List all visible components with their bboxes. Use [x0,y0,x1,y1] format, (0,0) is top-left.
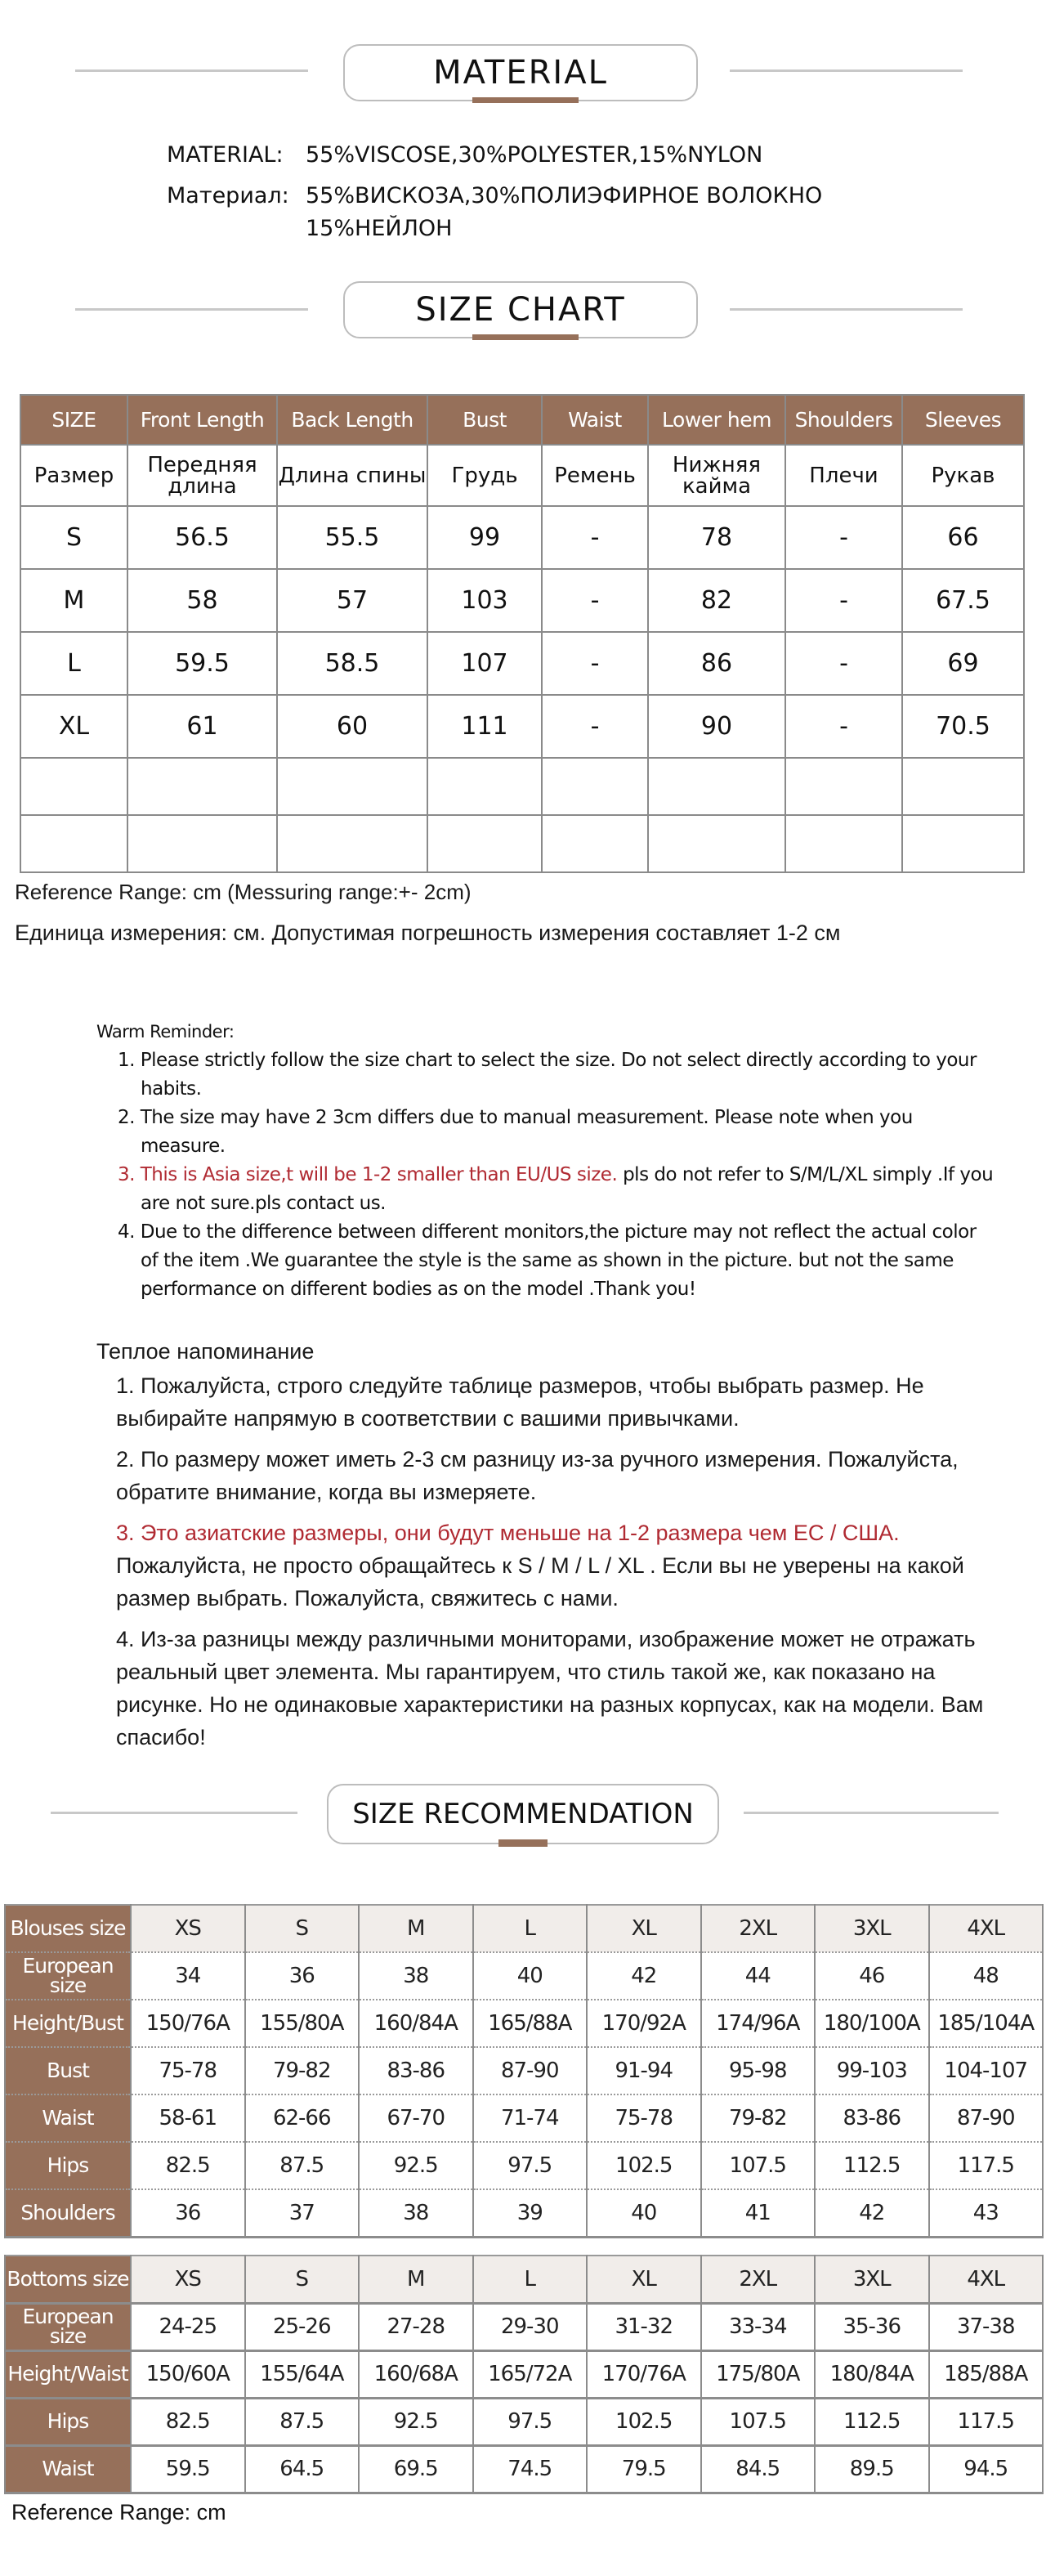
cell: 58.5 [277,632,427,695]
cell [902,815,1024,872]
col-header: Shoulders [785,395,902,445]
reminder-item-3-text: pls do not refer to S/M/L/XL simply .If you are not sure.pls contact us. [141,1164,994,1214]
cell: - [785,695,902,758]
blouses-size-table [4,1904,1044,2238]
cell: 3XL [815,1905,929,1952]
cell: 83-86 [359,2047,473,2094]
col-header: Bust [427,395,542,445]
row-header: European size [5,2303,131,2350]
cell: 70.5 [902,695,1024,758]
cell: 2XL [701,2256,816,2303]
cell [902,758,1024,815]
cell: S [245,2256,360,2303]
cell: 180/84A [815,2350,929,2398]
cell: 39 [473,2189,588,2237]
cell [427,758,542,815]
cell: M [359,2256,473,2303]
cell [277,815,427,872]
cell: 33-34 [701,2303,816,2350]
table-row [5,2142,1043,2189]
cell: 43 [929,2189,1044,2237]
cell: 67.5 [902,569,1024,632]
cell: 107.5 [701,2142,816,2189]
cell: L [20,632,127,695]
col-header: Front Length [127,395,277,445]
cell: 41 [701,2189,816,2237]
cell: 44 [701,1952,816,2000]
cell: 3XL [815,2256,929,2303]
cell: - [785,506,902,569]
table-row [5,2350,1043,2398]
cell: 91-94 [587,2047,701,2094]
material-en-label: MATERIAL: [167,142,284,168]
table-row [5,2000,1043,2047]
col-header: Lower hem [648,395,785,445]
cell: 75-78 [131,2047,245,2094]
divider-left [51,1812,297,1814]
cell: 79-82 [245,2047,360,2094]
cell: 42 [815,2189,929,2237]
warm-reminder-ru-title: Теплое напоминание [96,1339,315,1364]
cell: 71-74 [473,2094,588,2142]
row-header: Height/Bust [5,2000,131,2047]
cell: - [785,569,902,632]
cell: 104-107 [929,2047,1044,2094]
cell [277,758,427,815]
accent-bar [472,97,579,103]
table-row [5,1952,1043,2000]
cell: 107.5 [701,2398,816,2445]
reminder-ru-item-3-warning: 3. Это азиатские размеры, они будут меньше на 1-2 размера чем ЕС / США. [116,1521,900,1545]
cell: - [542,632,648,695]
cell: - [785,632,902,695]
table-row-empty [20,758,1024,815]
cell: 150/76A [131,2000,245,2047]
size-chart-table [20,394,1025,873]
cell: 58-61 [131,2094,245,2142]
cell: 87-90 [929,2094,1044,2142]
table-row [5,2398,1043,2445]
cell: 175/80A [701,2350,816,2398]
material-ru-label: Материал: [167,183,289,208]
cell: 160/84A [359,2000,473,2047]
cell: 82.5 [131,2398,245,2445]
header-row-en [20,395,1024,445]
cell [427,815,542,872]
col-header-ru: Длина спины [277,445,427,506]
cell: 155/80A [245,2000,360,2047]
col-header-ru: Грудь [427,445,542,506]
reminder-ru-item-2: 2. По размеру может иметь 2-3 см разницу из-за ручного измерения. Пожалуйста, обратите внимание, когда вы измеряете. [116,1447,959,1504]
cell: XL [587,1905,701,1952]
cell: 48 [929,1952,1044,2000]
cell: 78 [648,506,785,569]
cell: L [473,1905,588,1952]
row-header: European size [5,1952,131,2000]
reminder-item-4: 4. Due to the difference between different monitors,the picture may not reflect the actual color of the item .We guarantee the style is the same as shown in the picture. but not the same performance on different bodies as on the model .Thank you! [118,1221,977,1300]
cell: XS [131,2256,245,2303]
cell: 55.5 [277,506,427,569]
cell: 79.5 [587,2445,701,2493]
cell: 87-90 [473,2047,588,2094]
cell [785,815,902,872]
cell: XL [20,695,127,758]
accent-bar [498,1839,548,1847]
material-en-value: 55%VISCOSE,30%POLYESTER,15%NYLON [306,142,763,168]
reference-range-cm: Reference Range: cm [11,2500,226,2524]
cell: 61 [127,695,277,758]
col-header: Back Length [277,395,427,445]
cell: 40 [473,1952,588,2000]
table-row [5,2189,1043,2237]
cell: 29-30 [473,2303,588,2350]
cell: 4XL [929,1905,1044,1952]
cell [20,758,127,815]
cell: M [20,569,127,632]
material-title: MATERIAL [343,44,698,101]
cell: 4XL [929,2256,1044,2303]
cell: 174/96A [701,2000,816,2047]
material-ru-value-1: 55%ВИСКОЗА,30%ПОЛИЭФИРНОЕ ВОЛОКНО [306,183,823,208]
col-header: Sleeves [902,395,1024,445]
cell: - [542,695,648,758]
row-header: Hips [5,2398,131,2445]
table-row [5,2303,1043,2350]
size-chart-title: SIZE CHART [343,281,698,338]
cell: 103 [427,569,542,632]
divider-right [730,308,963,311]
cell: 102.5 [587,2142,701,2189]
cell [648,758,785,815]
table-row-s [20,506,1024,569]
cell: 75-78 [587,2094,701,2142]
material-ru-row [0,183,1046,213]
cell [648,815,785,872]
warm-reminder-ru [96,1339,1020,1762]
reminder-item-3-warning: 3. This is Asia size,t will be 1-2 smaller than EU/US size. [118,1164,618,1185]
table-row [5,2094,1043,2142]
cell [542,815,648,872]
cell [127,815,277,872]
cell: 38 [359,2189,473,2237]
cell: 117.5 [929,2142,1044,2189]
cell: 59.5 [131,2445,245,2493]
cell: 59.5 [127,632,277,695]
cell: 84.5 [701,2445,816,2493]
cell: 69 [902,632,1024,695]
row-header: Blouses size [5,1905,131,1952]
cell: L [473,2256,588,2303]
accent-bar [472,334,579,340]
cell: 60 [277,695,427,758]
reminder-ru-item-3-text: Пожалуйста, не просто обращайтесь к S / M / L / XL . Если вы не уверены на какой размер выбрать. Пожалуйста, свяжитесь с нами. [116,1553,964,1611]
cell: 58 [127,569,277,632]
table-row-l [20,632,1024,695]
cell: 160/68A [359,2350,473,2398]
table-row [5,2445,1043,2493]
cell: XL [587,2256,701,2303]
reminder-ru-item-3 [96,1516,1020,1615]
cell: 170/92A [587,2000,701,2047]
col-header-ru: Рукав [902,445,1024,506]
material-ru-row-2 [0,216,1046,245]
cell: - [542,506,648,569]
cell: 180/100A [815,2000,929,2047]
cell: XS [131,1905,245,1952]
row-header: Hips [5,2142,131,2189]
divider-left [75,69,308,72]
cell: 185/104A [929,2000,1044,2047]
col-header-ru: Передняя длина [127,445,277,506]
cell: 185/88A [929,2350,1044,2398]
cell: M [359,1905,473,1952]
cell: 82 [648,569,785,632]
col-header: SIZE [20,395,127,445]
col-header-ru: Ремень [542,445,648,506]
cell: 27-28 [359,2303,473,2350]
cell [127,758,277,815]
cell: 97.5 [473,2398,588,2445]
cell [785,758,902,815]
cell: 79-82 [701,2094,816,2142]
cell: S [20,506,127,569]
cell: 99-103 [815,2047,929,2094]
row-header: Bust [5,2047,131,2094]
cell: 111 [427,695,542,758]
col-header-ru: Нижняя кайма [648,445,785,506]
cell: 38 [359,1952,473,2000]
cell: 165/72A [473,2350,588,2398]
table-row [5,1905,1043,1952]
table-row-m [20,569,1024,632]
cell: 92.5 [359,2142,473,2189]
bottoms-size-table [4,2255,1044,2494]
cell: 89.5 [815,2445,929,2493]
cell: 62-66 [245,2094,360,2142]
material-ru-value-2: 15%НЕЙЛОН [306,216,453,241]
cell: 112.5 [815,2398,929,2445]
cell: 95-98 [701,2047,816,2094]
cell: 25-26 [245,2303,360,2350]
cell: 36 [245,1952,360,2000]
divider-right [730,69,963,72]
cell: 86 [648,632,785,695]
cell: 90 [648,695,785,758]
cell: 37-38 [929,2303,1044,2350]
row-header: Height/Waist [5,2350,131,2398]
cell: 170/76A [587,2350,701,2398]
cell [20,815,127,872]
cell: 94.5 [929,2445,1044,2493]
cell: 69.5 [359,2445,473,2493]
row-header: Shoulders [5,2189,131,2237]
cell: 107 [427,632,542,695]
table-row-empty [20,815,1024,872]
cell: 42 [587,1952,701,2000]
cell: 97.5 [473,2142,588,2189]
cell: S [245,1905,360,1952]
material-en-row [0,142,1046,172]
reminder-ru-item-4: 4. Из-за разницы между различными мониторами, изображение может не отражать реальный цвет элемента. Мы гарантируем, что стиль такой же, как показано на рисунке. Но не одинаковые характеристики на разных корпусах, как на модели. Вам спасибо! [116,1627,984,1749]
cell: 64.5 [245,2445,360,2493]
divider-right [744,1812,999,1814]
cell: 117.5 [929,2398,1044,2445]
table-row-xl [20,695,1024,758]
reminder-item-3 [96,1161,995,1218]
row-header: Waist [5,2445,131,2493]
header-row-ru [20,445,1024,506]
cell: 31-32 [587,2303,701,2350]
warm-reminder [96,1022,995,1304]
table-row [5,2256,1043,2303]
cell: 24-25 [131,2303,245,2350]
col-header: Waist [542,395,648,445]
reference-range-ru: Единица измерения: см. Допустимая погрешность измерения составляет 1-2 см [15,921,841,945]
reminder-ru-item-1: 1. Пожалуйста, строго следуйте таблице размеров, чтобы выбрать размер. Не выбирайте напрямую в соответствии с вашими привычками. [116,1373,924,1431]
reference-range-en: Reference Range: cm (Messuring range:+- 2cm) [15,880,472,904]
cell: 56.5 [127,506,277,569]
cell [542,758,648,815]
cell: 37 [245,2189,360,2237]
cell: 82.5 [131,2142,245,2189]
cell: 34 [131,1952,245,2000]
cell: 150/60A [131,2350,245,2398]
divider-left [75,308,308,311]
cell: 35-36 [815,2303,929,2350]
cell: 87.5 [245,2398,360,2445]
cell: 87.5 [245,2142,360,2189]
cell: 46 [815,1952,929,2000]
size-recommendation-title: SIZE RECOMMENDATION [327,1784,719,1844]
cell: 2XL [701,1905,816,1952]
row-header: Waist [5,2094,131,2142]
cell: 40 [587,2189,701,2237]
reminder-item-1: 1. Please strictly follow the size chart to select the size. Do not select directly according to your habits. [118,1050,977,1100]
cell: 74.5 [473,2445,588,2493]
cell: 66 [902,506,1024,569]
cell: 165/88A [473,2000,588,2047]
cell: 57 [277,569,427,632]
cell: 67-70 [359,2094,473,2142]
warm-reminder-title: Warm Reminder: [96,1022,235,1042]
table-row [5,2047,1043,2094]
row-header: Bottoms size [5,2256,131,2303]
cell: - [542,569,648,632]
cell: 155/64A [245,2350,360,2398]
col-header-ru: Плечи [785,445,902,506]
cell: 83-86 [815,2094,929,2142]
reminder-item-2: 2. The size may have 2 3cm differs due to manual measurement. Please note when you measure. [118,1107,913,1157]
cell: 99 [427,506,542,569]
cell: 36 [131,2189,245,2237]
cell: 92.5 [359,2398,473,2445]
cell: 112.5 [815,2142,929,2189]
cell: 102.5 [587,2398,701,2445]
col-header-ru: Размер [20,445,127,506]
